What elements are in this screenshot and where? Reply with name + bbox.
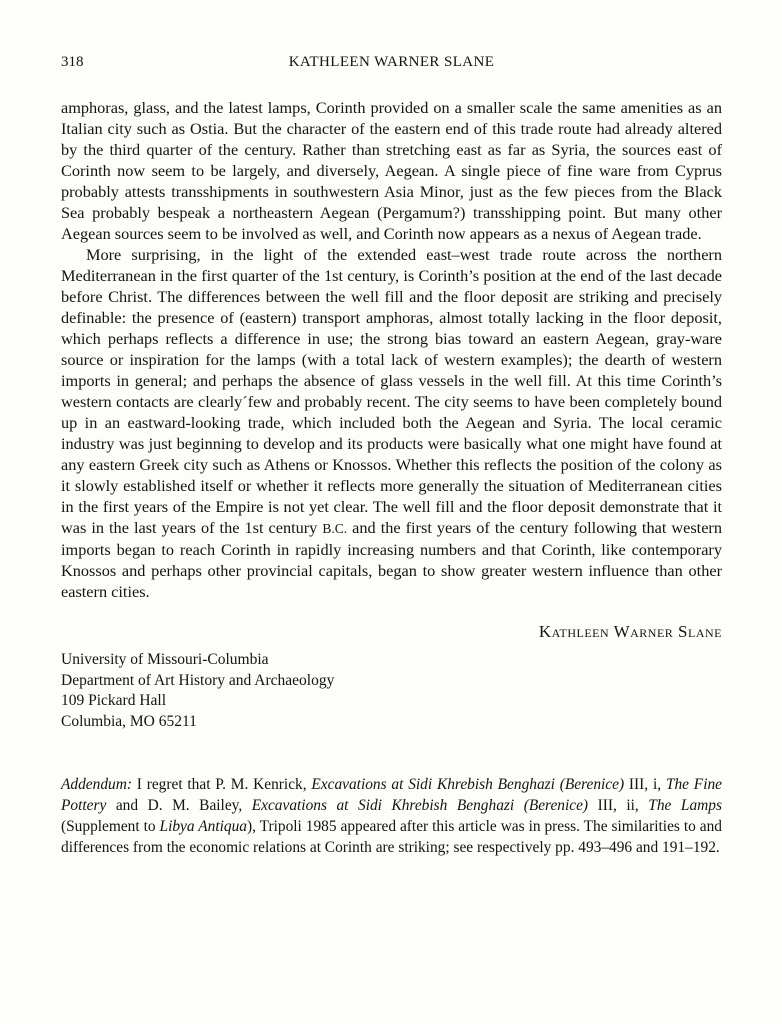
addendum-paragraph: Addendum: I regret that P. M. Kenrick, Excavations at Sidi Khrebish Benghazi (Berenice) III, i, The Fine Pottery and D. M. Bailey, Excavations at Sidi Khrebish Benghazi (Berenice) III, ii, The Lamps (Supplement to Libya Antiqua), Tripoli 1985 appeared after this article was in press. The similarities to and differences from the economic relations at Corinth are striking; see respectively pp. 493–496 and 191–192. <box>61 776 723 856</box>
affiliation-line-institution: University of Missouri-Columbia <box>61 651 269 668</box>
affiliation-line-street: 109 Pickard Hall <box>61 692 167 709</box>
page-number: 318 <box>61 54 84 70</box>
author-signature: Kathleen Warner Slane <box>538 622 722 641</box>
affiliation-line-city: Columbia, MO 65211 <box>61 712 197 730</box>
article-paragraph-1: amphoras, glass, and the latest lamps, Corinth provided on a smaller scale the same amenities as an Italian city such as Ostia. But the character of the eastern end of this trade route had already altered by the third quarter of the century. Rather than stretching east as far as Syria, the sources east of Corinth now seem to be largely, and diversely, Aegean. A single piece of fine ware from Cyprus probably attests transshipments in southwestern Asia Minor, just as the few pieces from the Black Sea probably bespeak a northeastern Aegean (Pergamum?) transshipping point. But many other Aegean sources seem to be involved as well, and Corinth now appears as a nexus of Aegean trade. <box>61 98 722 243</box>
article-body <box>61 97 722 602</box>
article-paragraph-2: More surprising, in the light of the extended east–west trade route across the northern Mediterranean in the first quarter of the 1st century, is Corinth’s position at the end of the last decade before Christ. The differences between the well fill and the floor deposit are striking and precisely definable: the presence of (eastern) transport amphoras, almost totally lacking in the floor deposit, which perhaps reflects a difference in use; the strong bias toward an eastern Aegean, gray-ware source or inspiration for the lamps (with a total lack of western examples); the dearth of western imports in general; and perhaps the absence of glass vessels in the well fill. At this time Corinth’s western contacts are clearly´few and probably recent. The city seems to have been completely bound up in an eastward-looking trade, which included both the Aegean and Syria. The local ceramic industry was just beginning to develop and its products were basically what one might have found at any eastern Greek city such as Athens or Knossos. Whether this reflects the position of the colony as it slowly established itself or whether it reflects more generally the situation of Mediterranean cities in the first years of the Empire is not yet clear. The well fill and the floor deposit demonstrate that it was in the last years of the 1st century B.C. and the first years of the century following that western imports began to reach Corinth in rapidly increasing numbers and that Corinth, like contemporary Knossos and perhaps other provincial capitals, began to show greater western influence than other eastern cities. <box>61 245 722 601</box>
author-affiliation <box>61 650 722 732</box>
running-head: KATHLEEN WARNER SLANE <box>288 54 495 70</box>
affiliation-line-department: Department of Art History and Archaeology <box>61 671 335 689</box>
page-header <box>61 54 722 72</box>
